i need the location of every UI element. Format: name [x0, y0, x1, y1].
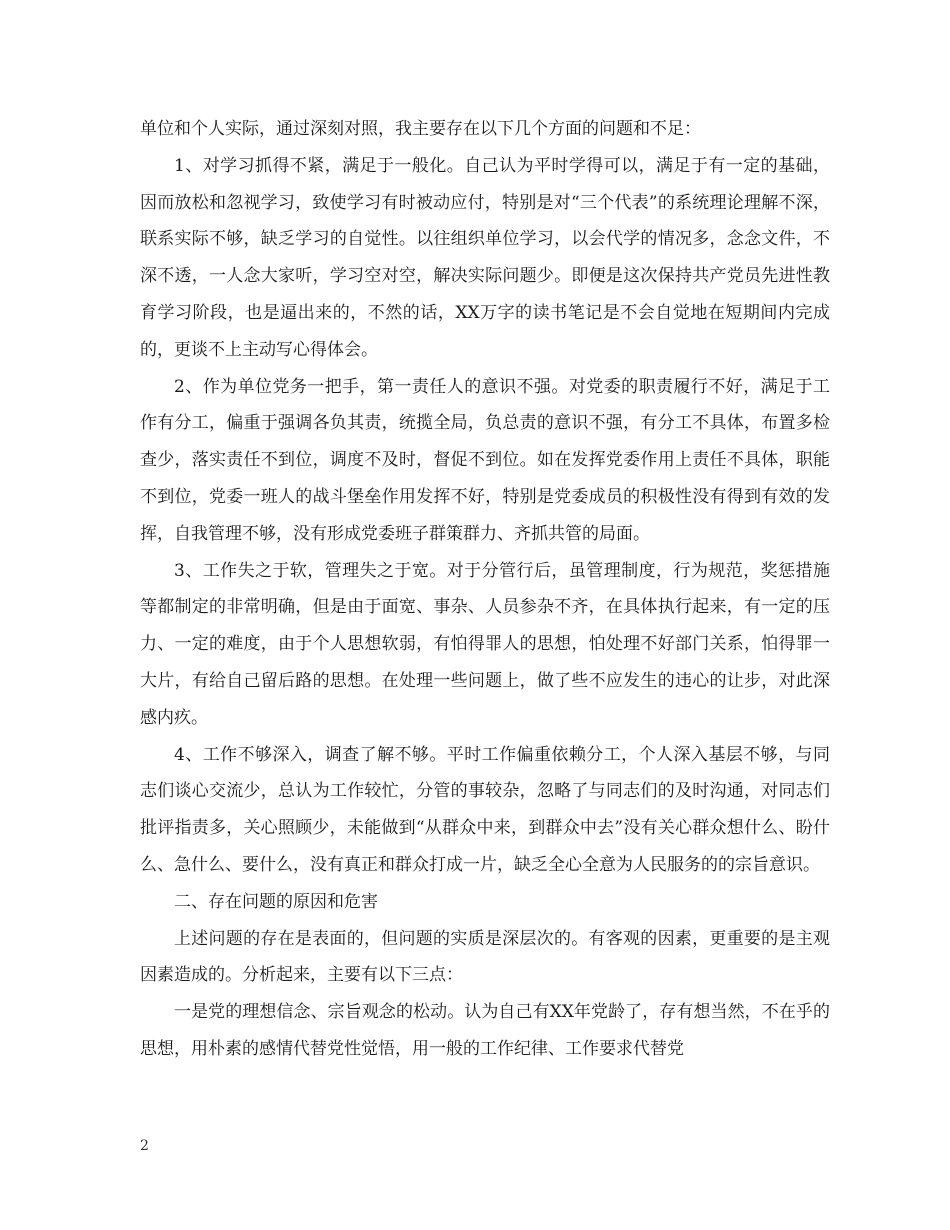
paragraph-item-2: 2、作为单位党务一把手，第一责任人的意识不强。对党委的职责履行不好，满足于工作有分工，偏重于强调各负其责，统揽全局，负总责的意识不强，有分工不具体，布置多检查少，落实责任不到位，调度不及时，督促不到位。如在发挥党委作用上责任不具体，职能不到位，党委一班人的战斗堡垒作用发挥不好，特别是党委成员的积极性没有得到有效的发挥，自我管理不够，没有形成党委班子群策群力、齐抓共管的局面。	[140, 376, 830, 544]
document-body	[140, 111, 830, 1068]
paragraph-point-1: 一是党的理想信念、宗旨观念的松动。认为自己有XX年党龄了，存有想当然，不在乎的思想，用朴素的感情代替党性觉悟，用一般的工作纪律、工作要求代替党	[140, 1002, 830, 1059]
paragraph-intro: 单位和个人实际，通过深刻对照，我主要存在以下几个方面的问题和不足：	[140, 119, 701, 139]
page-number: 2	[140, 1138, 149, 1154]
section-heading: 二、存在问题的原因和危害	[174, 891, 378, 912]
paragraph-item-3: 3、工作失之于软，管理失之于宽。对于分管行后，虽管理制度，行为规范，奖惩措施等都制定的非常明确，但是由于面宽、事杂、人员参杂不齐，在具体执行起来，有一定的压力、一定的难度，由于个人思想软弱，有怕得罪人的思想，怕处理不好部门关系，怕得罪一大片，有给自己留后路的思想。在处理一些问题上，做了些不应发生的违心的让步，对此深感内疚。	[140, 560, 830, 728]
paragraph-item-4: 4、工作不够深入，调查了解不够。平时工作偏重依赖分工，个人深入基层不够，与同志们谈心交流少，总认为工作较忙，分管的事较杂，忽略了与同志们的及时沟通，对同志们批评指责多，关心照顾少，未能做到“从群众中来，到群众中去”没有关心群众想什么、盼什么、急什么、要什么，没有真正和群众打成一片，缺乏全心全意为人民服务的的宗旨意识。	[140, 744, 830, 875]
paragraph-item-1: 1、对学习抓得不紧，满足于一般化。自己认为平时学得可以，满足于有一定的基础，因而放松和忽视学习，致使学习有时被动应付，特别是对“三个代表”的系统理论理解不深，联系实际不够，缺乏学习的自觉性。以往组织单位学习，以会代学的情况多，念念文件，不深不透，一人念大家听，学习空对空，解决实际问题少。即便是这次保持共产党员先进性教育学习阶段，也是逼出来的，不然的话，XX万字的读书笔记是不会自觉地在短期间内完成的，更谈不上主动写心得体会。	[140, 155, 830, 360]
paragraph-analysis: 上述问题的存在是表面的，但问题的实质是深层次的。有客观的因素，更重要的是主观因素造成的。分析起来，主要有以下三点：	[140, 928, 830, 986]
